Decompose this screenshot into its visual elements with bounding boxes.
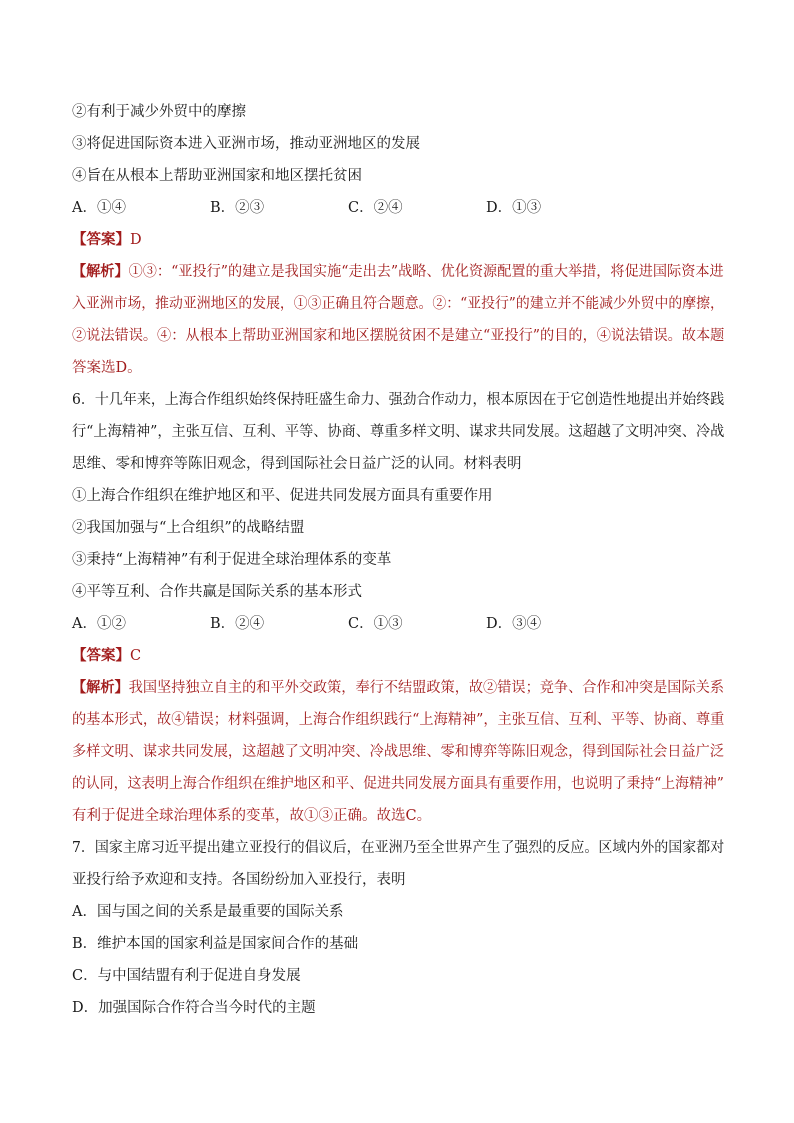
q7-option-a: A．国与国之间的关系是最重要的国际关系	[72, 904, 344, 920]
q6-stem-line-2: 行“上海精神”，主张互信、互利、平等、协商、尊重多样文明、谋求共同发展。这超越了文明冲突、冷战	[72, 424, 725, 440]
q6-options	[72, 614, 724, 634]
q6-statement-1: ①上海合作组织在维护地区和平、促进共同发展方面具有重要作用	[72, 488, 493, 504]
q5-analysis-line-1: 【解析】①③：“亚投行”的建立是我国实施“走出去”战略、优化资源配置的重大举措，将促进国际资本进	[72, 263, 724, 280]
q5-option-c: C．②④	[348, 200, 403, 216]
q5-options	[72, 198, 724, 218]
q5-analysis-label: 【解析】	[72, 263, 129, 280]
q6-option-a: A．①②	[72, 616, 126, 632]
q6-answer-label: 【答案】	[72, 647, 130, 664]
q6-stem-line-1: 6．十几年来，上海合作组织始终保持旺盛生命力、强劲合作动力，根本原因在于它创造性地提出并始终践	[72, 392, 725, 408]
q6-analysis-line-3: 多样文明、谋求共同发展，这超越了文明冲突、冷战思维、零和博弈等陈旧观念，得到国际社会日益广泛	[72, 744, 724, 760]
q5-analysis-line-4: 答案选D。	[72, 360, 142, 376]
q5-answer-label: 【答案】	[72, 231, 130, 248]
q6-answer-value: C	[130, 648, 142, 664]
q5-analysis-line-3: ②说法错误。④：从根本上帮助亚洲国家和地区摆脱贫困不是建立“亚投行”的目的，④说法错误。故本题	[72, 328, 725, 344]
q6-statement-2: ②我国加强与“上合组织”的战略结盟	[72, 520, 305, 536]
q6-option-c: C．①③	[348, 616, 403, 632]
q6-analysis-label: 【解析】	[72, 679, 129, 696]
q6-analysis-line-4: 的认同，这表明上海合作组织在维护地区和平、促进共同发展方面具有重要作用，也说明了秉持“上海精神”	[72, 776, 724, 792]
q7-option-c: C．与中国结盟有利于促进自身发展	[72, 968, 301, 984]
q6-statement-4: ④平等互利、合作共赢是国际关系的基本形式	[72, 584, 362, 600]
q5-analysis-line-2: 入亚洲市场，推动亚洲地区的发展，①③正确且符合题意。②：“亚投行”的建立并不能减少外贸中的摩擦，	[72, 296, 724, 312]
q6-answer	[72, 646, 724, 666]
q7-option-b: B．维护本国的国家利益是国家间合作的基础	[72, 936, 359, 952]
q6-statement-3: ③秉持“上海精神”有利于促进全球治理体系的变革	[72, 552, 392, 568]
q7-option-d: D．加强国际合作符合当今时代的主题	[72, 1000, 316, 1016]
q5-option-a: A．①④	[72, 200, 126, 216]
q5-statement-4: ④旨在从根本上帮助亚洲国家和地区摆托贫困	[72, 168, 362, 184]
q5-answer-value: D	[130, 232, 142, 248]
q6-analysis-line-5: 有利于促进全球治理体系的变革，故①③正确。故选C。	[72, 808, 432, 824]
q6-option-b: B．②④	[210, 616, 265, 632]
q5-answer	[72, 230, 724, 250]
q5-option-b: B．②③	[210, 200, 265, 216]
q7-stem-line-2: 亚投行给予欢迎和支持。各国纷纷加入亚投行，表明	[72, 872, 406, 888]
q6-analysis-line-2: 的基本形式，故④错误；材料强调，上海合作组织践行“上海精神”，主张互信、互利、平等、协商、尊重	[72, 712, 725, 728]
q6-stem-line-3: 思维、零和博弈等陈旧观念，得到国际社会日益广泛的认同。材料表明	[72, 456, 522, 472]
q5-statement-3: ③将促进国际资本进入亚洲市场，推动亚洲地区的发展	[72, 136, 420, 152]
q5-statement-2: ②有利于减少外贸中的摩擦	[72, 104, 246, 120]
q6-analysis-line-1: 【解析】我国坚持独立自主的和平外交政策，奉行不结盟政策，故②错误；竞争、合作和冲突是国际关系	[72, 679, 724, 696]
q6-option-d: D．③④	[486, 616, 542, 632]
q5-option-d: D．①③	[486, 200, 542, 216]
q7-stem-line-1: 7．国家主席习近平提出建立亚投行的倡议后，在亚洲乃至全世界产生了强烈的反应。区域内外的国家都对	[72, 840, 725, 856]
